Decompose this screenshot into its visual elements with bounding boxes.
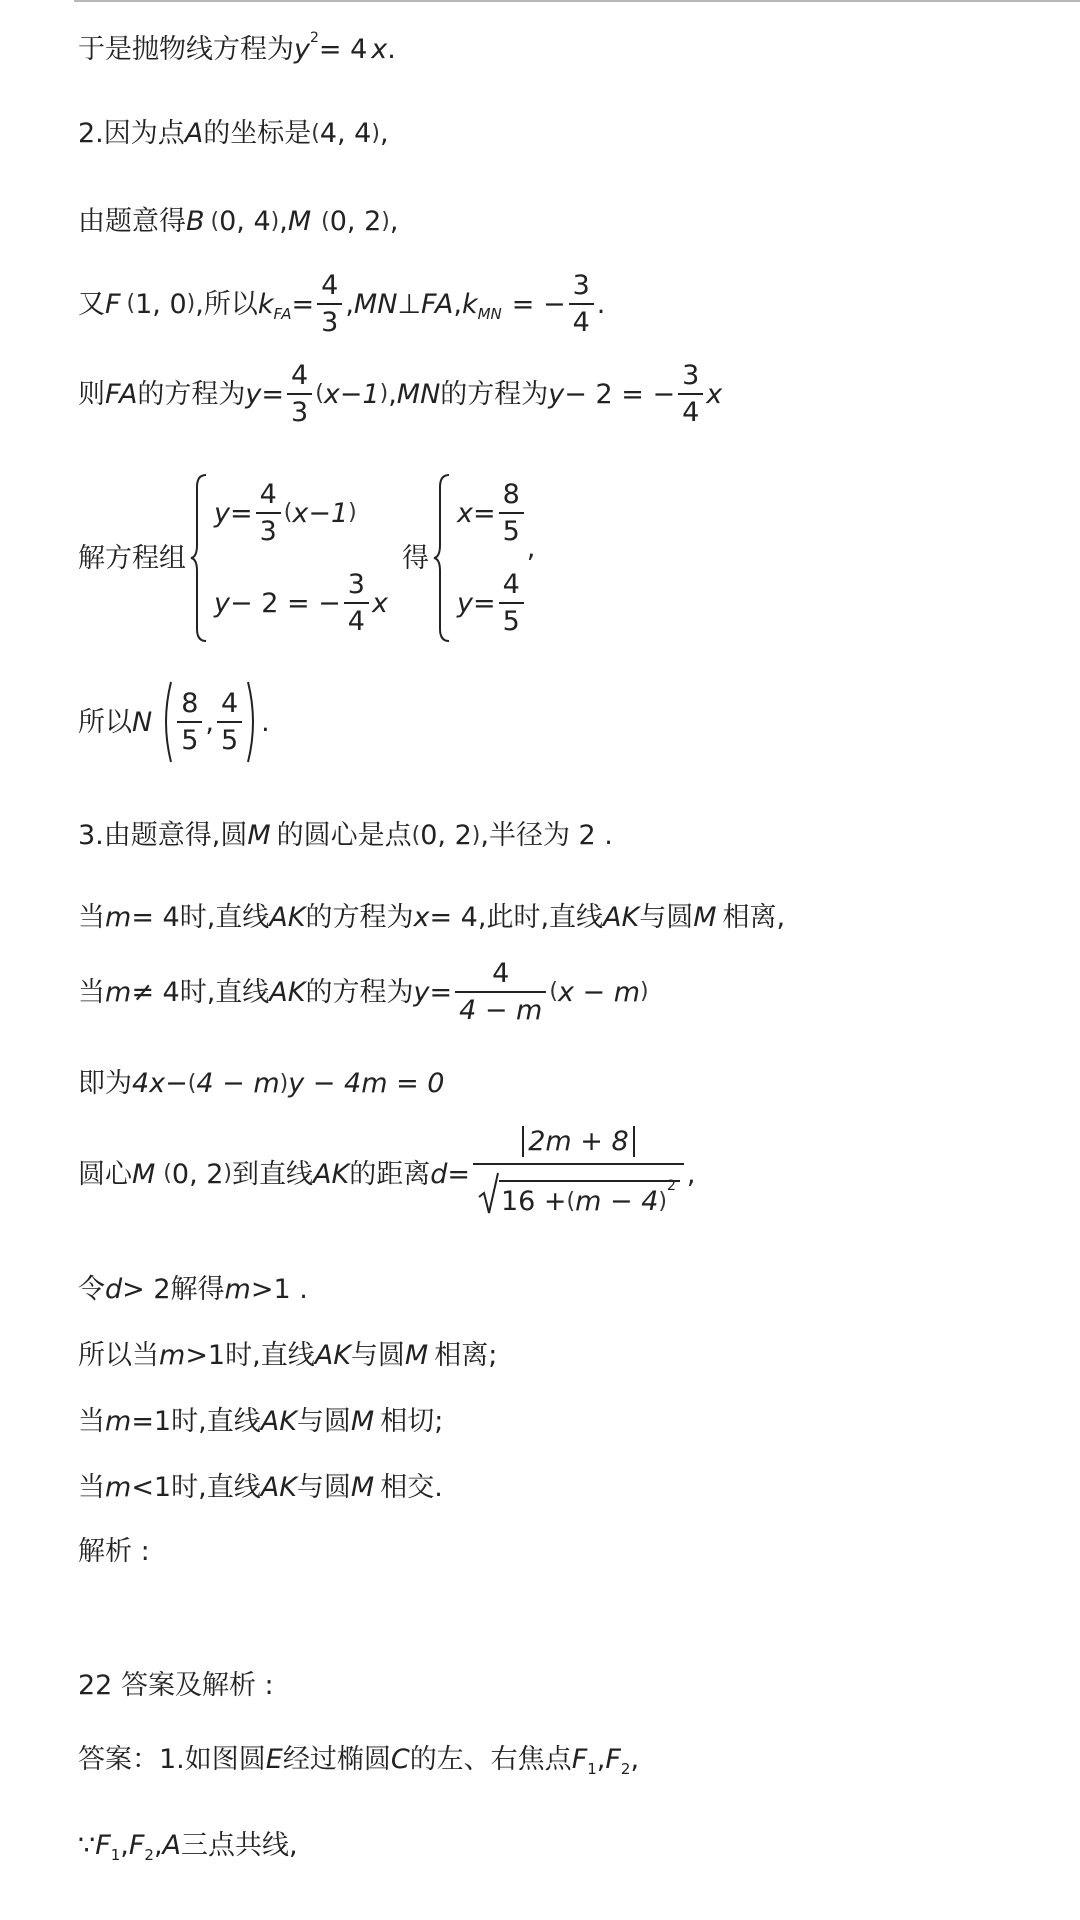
paren: ) <box>186 291 196 316</box>
coord: 0, 2 <box>329 206 382 237</box>
text: 22 答案及解析 : <box>78 1670 274 1701</box>
coord: 4, 4 <box>319 118 372 149</box>
numerator: 4 <box>502 569 520 600</box>
text: 与圆 <box>350 1340 405 1371</box>
line-case-m-eq-4 <box>78 904 785 931</box>
line-point-a <box>78 120 389 147</box>
expr: m − 4 <box>575 1186 659 1217</box>
var-d: d <box>105 1274 123 1305</box>
var-y: y <box>294 34 310 65</box>
text: − 2 = − <box>229 587 341 619</box>
text: 时,直线 <box>171 1406 261 1437</box>
var-x: x <box>706 378 723 410</box>
text: 又 <box>78 288 105 320</box>
text: , <box>389 206 399 237</box>
system-right <box>457 468 527 648</box>
var-M: M <box>693 902 717 933</box>
fraction <box>344 571 369 635</box>
system-row <box>214 468 388 558</box>
line-point-n <box>78 680 270 764</box>
left-brace <box>433 473 451 643</box>
paren: ( <box>411 822 421 848</box>
var-AK: AK <box>313 1158 350 1190</box>
text: = 4 <box>429 902 478 933</box>
var-m: m <box>105 1406 132 1437</box>
absolute-value: 2m + 8 <box>522 1126 634 1157</box>
text: = <box>447 1158 470 1190</box>
var-AK: AK <box>603 902 640 933</box>
text: 当 <box>78 976 105 1008</box>
text: . <box>387 34 396 65</box>
var-F: F <box>105 288 121 320</box>
numerator: 4 <box>220 688 239 719</box>
var-F: F <box>605 1744 621 1775</box>
var-x: x <box>371 587 388 619</box>
text: , <box>345 288 354 320</box>
denominator: 3 <box>321 307 339 338</box>
text: ∵ <box>78 1830 96 1861</box>
text: 的坐标是 <box>203 118 312 149</box>
line-collinear <box>78 1830 298 1864</box>
text: − 2 = − <box>564 378 676 410</box>
text: , <box>279 206 288 237</box>
numerator: 3 <box>682 360 700 391</box>
line-points-b-m <box>78 208 398 235</box>
line-analysis-label <box>78 1538 150 1565</box>
fraction <box>455 960 546 1024</box>
line-equation-system <box>78 468 535 648</box>
subscript: FA <box>273 304 292 323</box>
text: 于是抛物线方程为 <box>78 34 294 65</box>
text: 则 <box>78 378 105 410</box>
text: 的方程为 <box>137 378 246 410</box>
line-solve-d <box>78 1276 308 1303</box>
text: . <box>596 288 606 320</box>
text: 的圆心是点 <box>276 820 412 851</box>
system-row <box>457 468 527 558</box>
text: 时,直线 <box>225 1340 315 1371</box>
text: 时,直线 <box>179 976 270 1008</box>
text: =1 <box>131 1406 172 1437</box>
text: 圆心 <box>78 1158 132 1190</box>
paren: ) <box>270 208 280 234</box>
text: 的左、右焦点 <box>409 1744 572 1775</box>
var-AK: AK <box>269 902 306 933</box>
text: 的方程为 <box>305 976 414 1008</box>
fraction <box>569 272 594 336</box>
text: = <box>229 497 253 529</box>
top-rule <box>74 0 1080 2</box>
text: 相切; <box>380 1406 444 1437</box>
numerator: 3 <box>347 569 365 600</box>
text: , <box>379 118 389 149</box>
numerator: 4 <box>321 270 339 301</box>
var-m: m <box>159 1340 186 1371</box>
text: 解析 : <box>78 1536 150 1567</box>
var-AK: AK <box>269 976 306 1008</box>
subscript: 2 <box>144 1846 154 1864</box>
text: , <box>453 288 462 320</box>
numerator: 8 <box>181 688 199 719</box>
numerator <box>518 1128 638 1159</box>
paren: ) <box>371 120 380 146</box>
text: = − <box>511 288 566 320</box>
text: 所以当 <box>78 1340 159 1371</box>
text: = <box>472 497 496 529</box>
line-line-equations <box>78 362 722 426</box>
text: = <box>472 587 496 619</box>
line-result-tangent <box>78 1408 443 1435</box>
text: 与圆 <box>296 1472 351 1503</box>
text: 的方程为 <box>305 902 414 933</box>
text: 相离, <box>722 902 786 933</box>
text: = 4 <box>131 902 180 933</box>
denominator: 4 − m <box>459 995 543 1026</box>
coord: 0, 4 <box>219 206 271 237</box>
var-M: M <box>132 1158 156 1190</box>
subscript: 1 <box>587 1760 597 1778</box>
text: = <box>291 288 315 320</box>
var-d: d <box>430 1158 448 1190</box>
text: ≠ 4 <box>131 976 180 1008</box>
denominator: 5 <box>220 725 239 756</box>
text: 当 <box>78 1406 105 1437</box>
text: 时,直线 <box>179 902 270 933</box>
text: 当 <box>78 902 105 933</box>
expr: y − 4m = 0 <box>288 1068 445 1099</box>
var-y: y <box>214 587 230 619</box>
text: ,此时,直线 <box>477 902 604 933</box>
var-F: F <box>128 1830 145 1861</box>
text: 的方程为 <box>440 378 549 410</box>
paren: ) <box>640 979 649 1004</box>
var-E: E <box>265 1744 283 1775</box>
perp-symbol: ⊥ <box>397 288 421 320</box>
text: . <box>261 706 270 738</box>
var-F: F <box>95 1830 111 1861</box>
text: , <box>120 1830 129 1861</box>
var-y: y <box>456 587 473 619</box>
radicand <box>499 1177 680 1217</box>
line-result-intersect <box>78 1474 443 1501</box>
var-M: M <box>404 1340 429 1371</box>
line-distance <box>78 1128 696 1220</box>
text: 解得 <box>170 1274 225 1305</box>
paren: ( <box>163 1161 172 1186</box>
text: 相交. <box>380 1472 443 1503</box>
paren: ) <box>279 1070 289 1096</box>
text: <1 <box>131 1472 172 1503</box>
paren: ) <box>348 500 357 525</box>
subscript: MN <box>477 304 502 323</box>
var-M: M <box>247 820 271 851</box>
right-paren <box>245 680 261 764</box>
denominator <box>473 1165 684 1220</box>
text: ,所以 <box>195 288 258 320</box>
text: 相离; <box>434 1340 498 1371</box>
numerator: 4 <box>259 479 277 510</box>
denominator: 5 <box>502 516 520 547</box>
text: = 4 <box>318 34 368 65</box>
line-case-m-neq-4 <box>78 960 649 1024</box>
fraction <box>678 362 703 426</box>
denominator: 4 <box>572 307 590 338</box>
fraction <box>217 690 242 754</box>
subscript: 2 <box>620 1760 631 1778</box>
denominator: 5 <box>181 725 199 756</box>
var-A: A <box>162 1830 182 1861</box>
text: 由题意得 <box>78 206 186 237</box>
text: 时,直线 <box>171 1472 261 1503</box>
var-m: m <box>105 976 132 1008</box>
var-N: N <box>132 706 153 738</box>
radical-sign <box>477 1171 499 1215</box>
text: , <box>686 1158 696 1190</box>
numerator: 4 <box>291 360 309 391</box>
text: 16 + <box>500 1186 567 1217</box>
var-AK: AK <box>260 1406 297 1437</box>
paren: ( <box>210 208 220 234</box>
system-left <box>214 468 388 648</box>
var-FA: FA <box>105 378 138 410</box>
fraction <box>499 481 524 545</box>
text: ,半径为 2 . <box>480 820 613 851</box>
fraction <box>473 1128 684 1220</box>
line-circle-m <box>78 822 613 849</box>
var-MN: MN <box>396 378 441 410</box>
paren: ) <box>379 381 389 406</box>
coord: 0, 2 <box>420 820 472 851</box>
text: >1 <box>185 1340 226 1371</box>
text: 当 <box>78 1472 105 1503</box>
paren: ( <box>549 979 558 1004</box>
paren: ( <box>321 208 330 234</box>
text: , <box>526 532 536 564</box>
text: 的距离 <box>349 1158 431 1190</box>
left-brace <box>190 473 208 643</box>
paren: ) <box>471 822 481 848</box>
line-parabola-equation <box>78 29 396 65</box>
denominator: 5 <box>502 606 520 637</box>
text: 令 <box>78 1274 105 1305</box>
text: , <box>205 706 214 738</box>
text: 2.因为点 <box>78 118 185 149</box>
var-B: B <box>186 206 205 237</box>
line-general-form <box>78 1070 444 1097</box>
text: , <box>153 1830 163 1861</box>
var-m: m <box>105 1472 132 1503</box>
text: , <box>596 1744 606 1775</box>
subscript: 1 <box>110 1846 121 1864</box>
text: 解方程组 <box>78 542 186 574</box>
system-row <box>214 558 388 648</box>
denominator: 3 <box>259 516 277 547</box>
paren: ( <box>315 381 324 406</box>
var-k: k <box>257 288 274 320</box>
var-AK: AK <box>260 1472 297 1503</box>
var-x: x <box>456 497 473 529</box>
left-paren <box>158 680 174 764</box>
var-x: x <box>413 902 430 933</box>
text: 三点共线, <box>181 1830 298 1861</box>
text: >1 . <box>250 1274 308 1305</box>
text: 即为 <box>78 1068 132 1099</box>
coord: 1, 0 <box>135 288 187 320</box>
paren: ) <box>658 1188 667 1214</box>
fraction <box>317 272 342 336</box>
superscript: 2 <box>309 29 319 46</box>
paren: ( <box>187 1070 197 1096</box>
line-answer-1 <box>78 1744 640 1778</box>
var-C: C <box>390 1744 410 1775</box>
fraction <box>499 571 524 635</box>
var-y: y <box>413 976 430 1008</box>
numerator: 4 <box>492 958 510 989</box>
text: 经过椭圆 <box>282 1744 391 1775</box>
text: , <box>388 378 397 410</box>
var-M: M <box>350 1406 375 1437</box>
text: 3.由题意得,圆 <box>78 820 248 851</box>
var-M: M <box>287 206 312 237</box>
superscript: 2 <box>667 1177 676 1194</box>
text: 所以 <box>78 706 132 738</box>
text: 与圆 <box>296 1406 351 1437</box>
text: 与圆 <box>639 902 694 933</box>
paren: ( <box>566 1188 576 1214</box>
line-result-separate <box>78 1342 497 1369</box>
paren: ) <box>223 1161 233 1186</box>
text: = <box>429 976 453 1008</box>
text: = <box>261 378 285 410</box>
fraction <box>177 690 202 754</box>
var-AK: AK <box>314 1340 351 1371</box>
expr: x−1 <box>323 378 380 410</box>
numerator: 8 <box>502 479 520 510</box>
text: , <box>630 1744 640 1775</box>
paren: ) <box>381 208 390 234</box>
var-m: m <box>224 1274 251 1305</box>
var-F: F <box>571 1744 588 1775</box>
expr: x−1 <box>292 497 349 529</box>
numerator: 3 <box>572 270 590 301</box>
text: 到直线 <box>232 1158 314 1190</box>
var-y: y <box>214 497 230 529</box>
var-MN: MN <box>353 288 398 320</box>
var-x: x <box>371 34 388 65</box>
expr: 4 − m <box>196 1068 280 1099</box>
var-y: y <box>548 378 565 410</box>
var-m: m <box>105 902 132 933</box>
denominator: 4 <box>347 606 365 637</box>
text: 答案：1.如图圆 <box>78 1744 266 1775</box>
fraction <box>287 362 312 426</box>
line-slopes <box>78 272 605 336</box>
coord: 0, 2 <box>171 1158 224 1190</box>
square-root <box>477 1171 680 1215</box>
denominator: 4 <box>682 397 700 428</box>
text: > 2 <box>122 1274 171 1305</box>
denominator: 3 <box>291 397 309 428</box>
paren: ( <box>126 291 136 316</box>
paren: ( <box>283 500 293 525</box>
line-question-22-heading <box>78 1672 274 1699</box>
system-row <box>457 558 527 648</box>
var-A: A <box>184 118 204 149</box>
var-k: k <box>461 288 478 320</box>
var-FA: FA <box>420 288 454 320</box>
expr: x − m <box>557 976 641 1008</box>
fraction <box>256 481 281 545</box>
paren: ( <box>311 120 320 146</box>
var-y: y <box>245 378 262 410</box>
var-M: M <box>350 1472 375 1503</box>
text: 得 <box>401 542 429 574</box>
expr: 4x− <box>132 1068 188 1099</box>
